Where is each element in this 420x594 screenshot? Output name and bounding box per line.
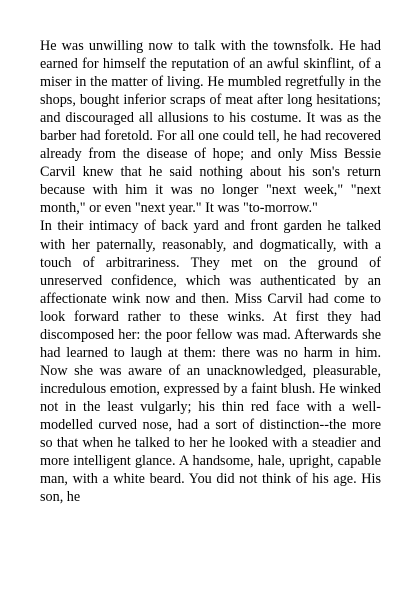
document-page <box>40 37 381 506</box>
paragraph-2: In their intimacy of back yard and front garden he talked with her paternally, reasonably, and dogmatically, with a touch of arbitrariness. They met on the ground of unreserved confidence, which was authenticated by an affectionate wink now and then. Miss Carvil had come to look forward rather to these winks. At first they had discomposed her: the poor fellow was mad. Afterwards she had learned to laugh at them: there was no harm in him. Now she was aware of an unacknowledged, pleasurable, incredulous emotion, expressed by a faint blush. He winked not in the least vulgarly; his thin red face with a well-modelled curved nose, had a sort of distinction--the more so that when he talked to her he looked with a steadier and more intelligent glance. A handsome, hale, upright, capable man, with a white beard. You did not think of his age. His son, he <box>40 218 381 506</box>
paragraph-1: He was unwilling now to talk with the townsfolk. He had earned for himself the reputation of an awful skinflint, of a miser in the matter of living. He mumbled regretfully in the shops, bought inferior scraps of meat after long hesitations; and discouraged all allusions to his costume. It was as the barber had foretold. For all one could tell, he had recovered already from the disease of hope; and only Miss Bessie Carvil knew that he said nothing about his son's return because with him it was no longer "next week," "next month," or even "next year." It was "to-morrow." <box>40 38 381 217</box>
